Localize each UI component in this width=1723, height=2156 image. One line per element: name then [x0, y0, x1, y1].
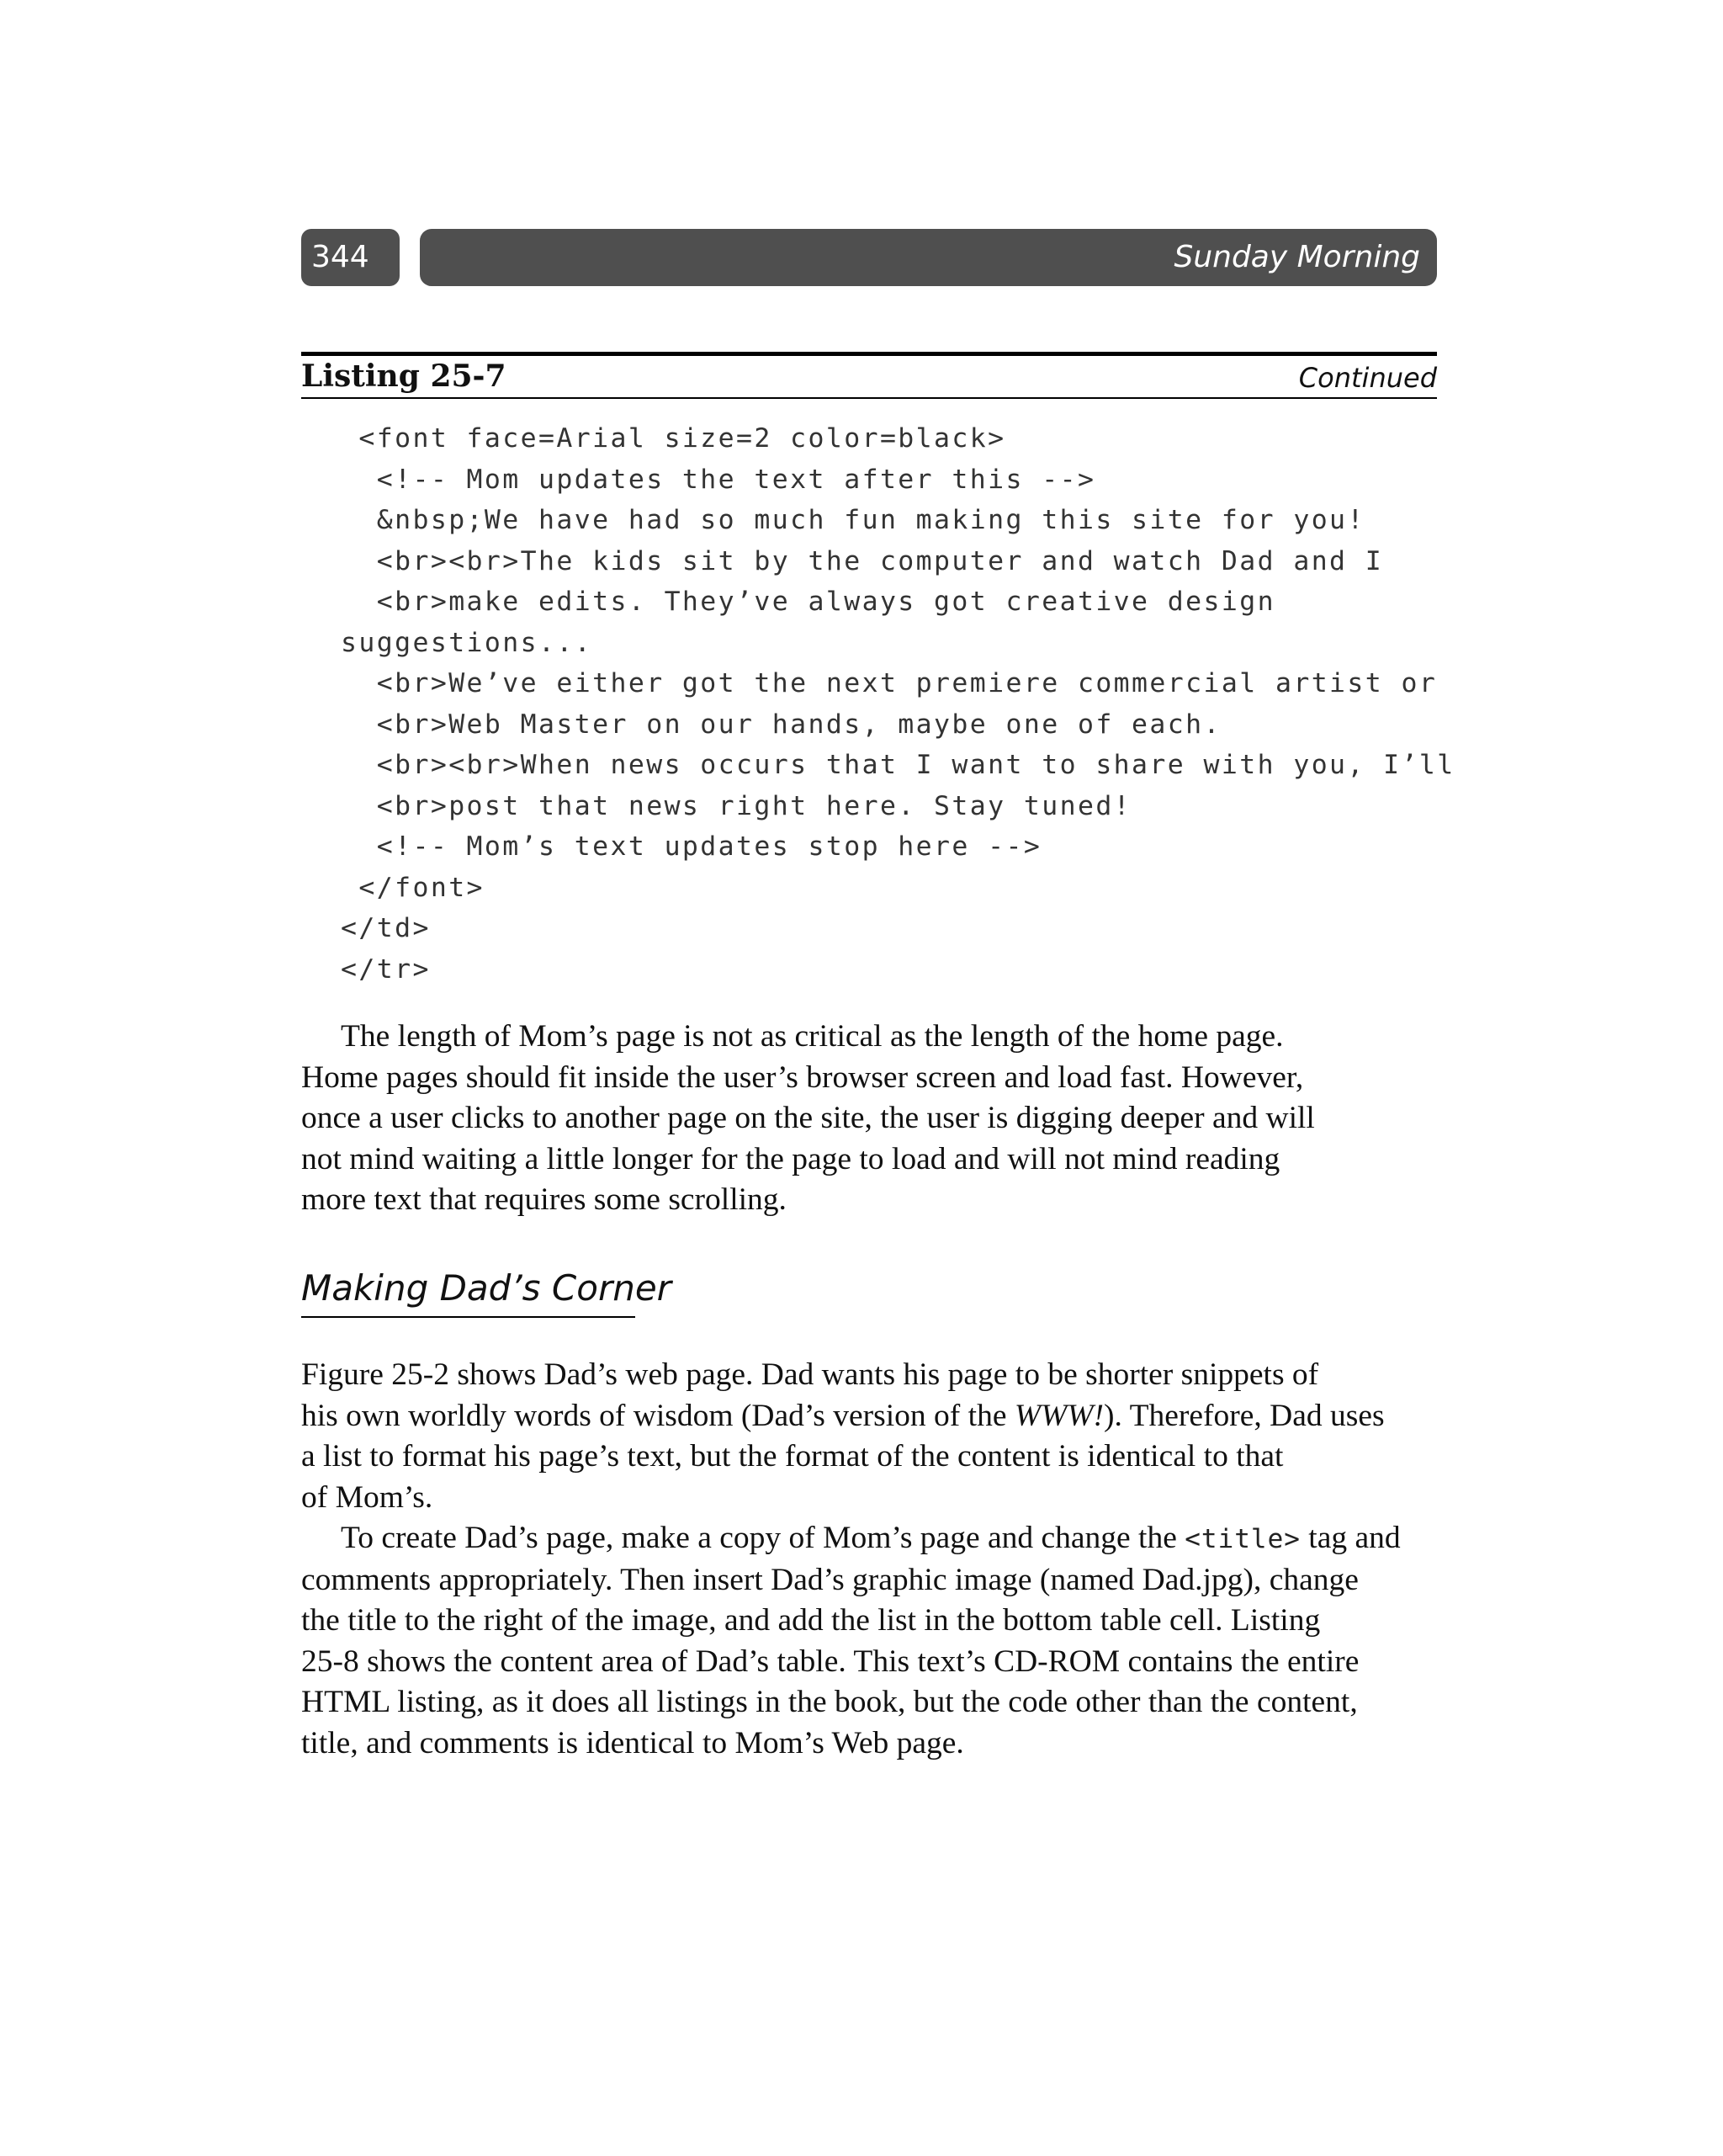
- code-line: </td>: [341, 913, 431, 943]
- text-run: his own worldly words of wisdom (Dad’s version of the: [301, 1398, 1015, 1433]
- paragraph-line: a list to format his page’s text, but the format of the content is identical to that: [301, 1439, 1284, 1474]
- code-listing: [341, 418, 1455, 990]
- emphasis-text: WWW!: [1014, 1398, 1105, 1433]
- code-line: <br>Web Master on our hands, maybe one of each.: [341, 709, 1222, 740]
- code-line: <!-- Mom’s text updates stop here -->: [341, 831, 1042, 862]
- code-line: <br><br>The kids sit by the computer and watch Dad and I: [341, 545, 1384, 576]
- code-line: </font>: [341, 872, 485, 903]
- listing-title: Listing 25-7: [301, 358, 506, 394]
- code-line: <font face=Arial size=2 color=black>: [341, 423, 1006, 454]
- code-line: <br><br>When news occurs that I want to share with you, I’ll: [341, 750, 1455, 780]
- listing-continued-label: Continued: [1298, 362, 1437, 394]
- code-line: </tr>: [341, 953, 431, 985]
- paragraph-line: Figure 25-2 shows Dad’s web page. Dad wants his page to be shorter snippets of: [301, 1357, 1319, 1392]
- code-line: suggestions...: [341, 627, 593, 658]
- code-line: <!-- Mom updates the text after this -->: [341, 464, 1096, 495]
- code-line: &nbsp;We have had so much fun making this site for you!: [341, 505, 1365, 535]
- paragraph-line: the title to the right of the image, and add the list in the bottom table cell. Listing: [301, 1603, 1321, 1638]
- paragraph-line: not mind waiting a little longer for the page to load and will not mind reading: [301, 1141, 1280, 1176]
- text-run: tag and: [1300, 1521, 1401, 1555]
- paragraph-line: Home pages should fit inside the user’s browser screen and load fast. However,: [301, 1059, 1304, 1095]
- body-paragraph-3: [301, 1518, 1445, 1764]
- inline-code-title-tag: <title>: [1185, 1524, 1301, 1554]
- code-line: <br>We’ve either got the next premiere commercial artist or: [341, 668, 1438, 698]
- paragraph-line: The length of Mom’s page is not as critical as the length of the home page.: [341, 1019, 1284, 1054]
- text-run: ). Therefore, Dad uses: [1104, 1398, 1385, 1433]
- section-heading-underline: [301, 1316, 635, 1318]
- code-line: <br>post that news right here. Stay tuned!: [341, 790, 1132, 821]
- paragraph-line: [301, 1518, 1445, 1560]
- paragraph-line: [301, 1396, 1445, 1437]
- listing-top-rule: [301, 352, 1437, 356]
- listing-bottom-rule: [301, 397, 1437, 399]
- paragraph-line: title, and comments is identical to Mom’s Web page.: [301, 1725, 964, 1760]
- body-paragraph-1: [301, 1017, 1445, 1221]
- page-number: 344: [301, 229, 400, 286]
- running-head: Sunday Morning: [420, 229, 1437, 286]
- paragraph-line: comments appropriately. Then insert Dad’s graphic image (named Dad.jpg), change: [301, 1562, 1359, 1597]
- paragraph-line: 25-8 shows the content area of Dad’s table. This text’s CD-ROM contains the entire: [301, 1644, 1360, 1679]
- paragraph-line: HTML listing, as it does all listings in the book, but the code other than the content,: [301, 1685, 1358, 1719]
- body-paragraph-2: [301, 1355, 1445, 1518]
- paragraph-line: more text that requires some scrolling.: [301, 1182, 787, 1217]
- code-line: <br>make edits. They’ve always got creative design: [341, 587, 1275, 617]
- section-heading: Making Dad’s Corner: [301, 1267, 671, 1309]
- paragraph-line: of Mom’s.: [301, 1479, 433, 1515]
- text-run: To create Dad’s page, make a copy of Mom’s page and change the: [341, 1521, 1185, 1555]
- paragraph-line: once a user clicks to another page on the site, the user is digging deeper and will: [301, 1101, 1315, 1135]
